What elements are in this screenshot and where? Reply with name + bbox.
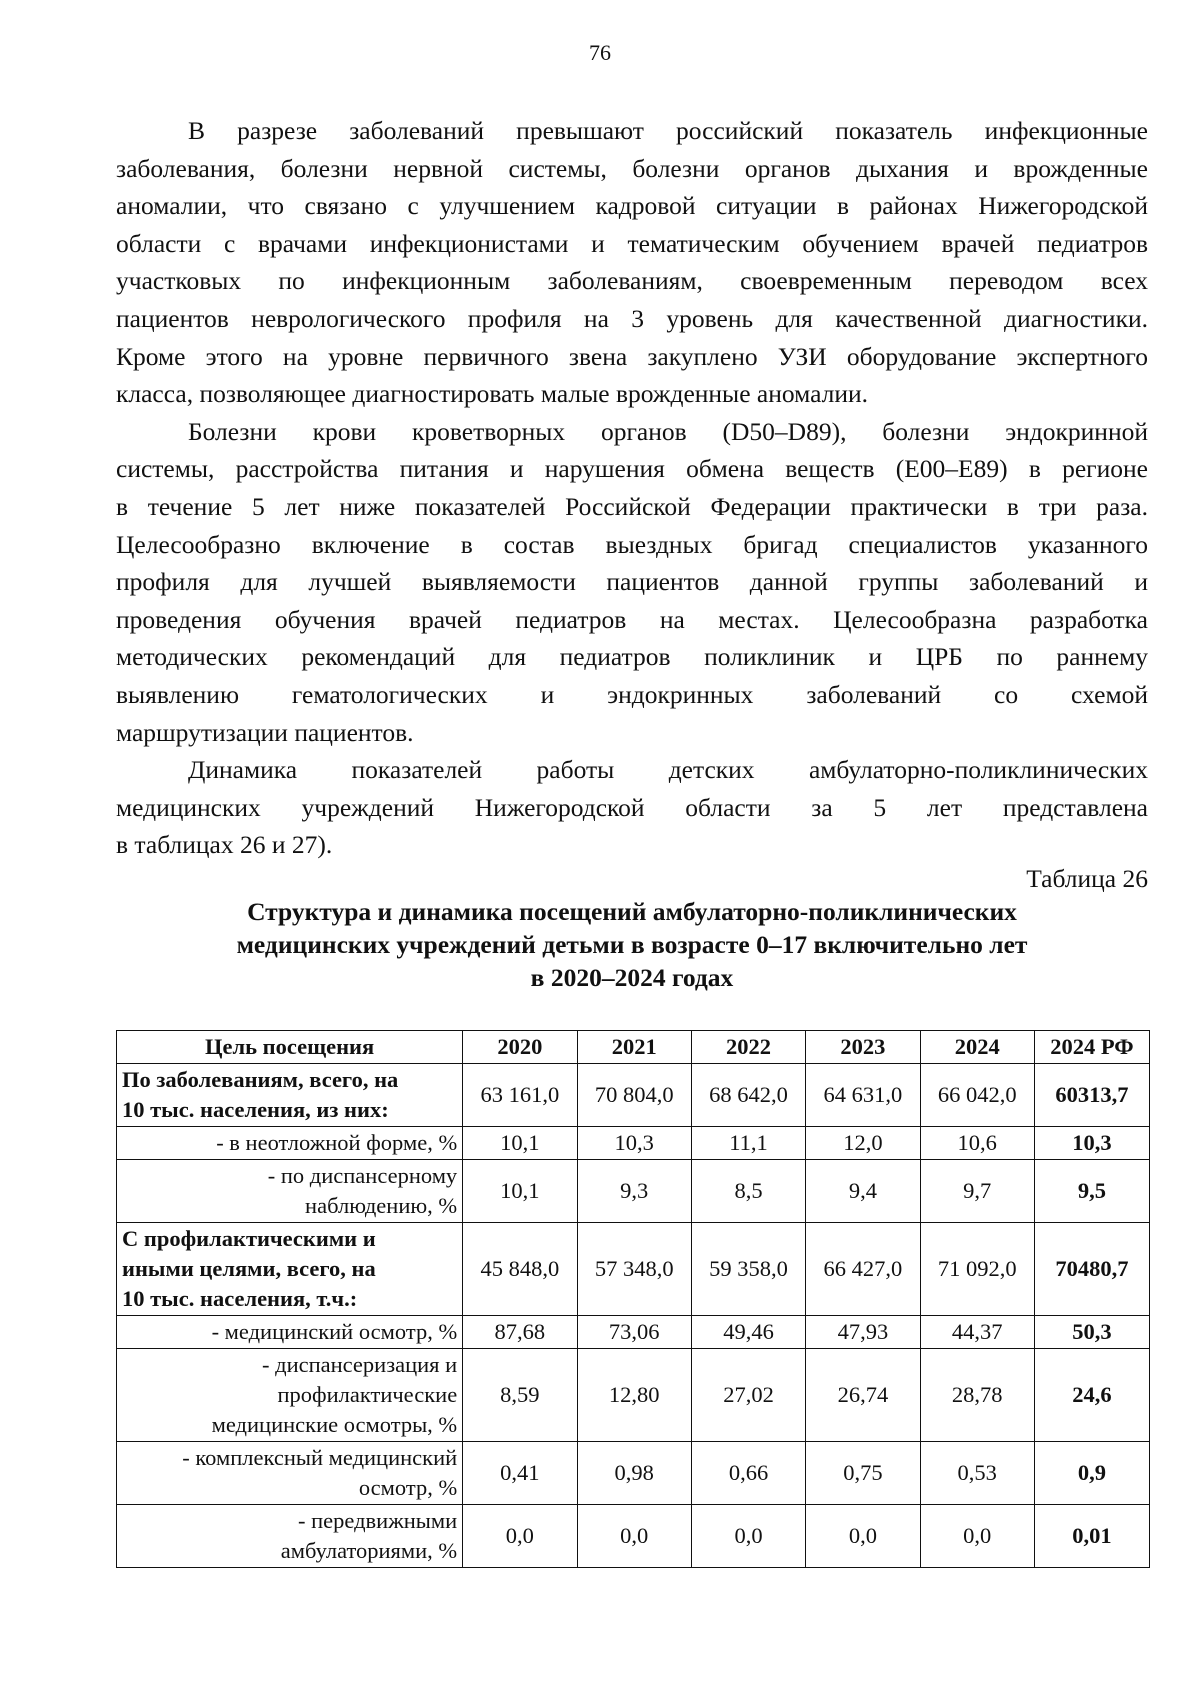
cell-2021: 10,3 [577, 1127, 691, 1160]
cell-2023: 26,74 [806, 1349, 920, 1442]
cell-2022: 8,5 [691, 1160, 805, 1223]
cell-2024: 10,6 [920, 1127, 1034, 1160]
cell-2023: 64 631,0 [806, 1064, 920, 1127]
cell-2020: 8,59 [463, 1349, 577, 1442]
cell-2022: 49,46 [691, 1316, 805, 1349]
cell-2024: 0,53 [920, 1442, 1034, 1505]
cell-2024-rf: 70480,7 [1034, 1223, 1149, 1316]
paragraph-1 [116, 112, 1148, 413]
header-2024-rf: 2024 РФ [1034, 1031, 1149, 1064]
table-row [117, 1349, 1150, 1442]
text-line: в течение 5 лет ниже показателей Российской Федерации практически в три раза. [116, 491, 1148, 521]
row-label [117, 1223, 463, 1316]
cell-2020: 10,1 [463, 1160, 577, 1223]
cell-2024-rf: 60313,7 [1034, 1064, 1149, 1127]
paragraph-3 [116, 751, 1148, 864]
row-label-line: По заболеваниям, всего, на [122, 1067, 399, 1092]
cell-2021: 70 804,0 [577, 1064, 691, 1127]
cell-2024-rf: 0,9 [1034, 1442, 1149, 1505]
header-2021: 2021 [577, 1031, 691, 1064]
row-label-line: 10 тыс. населения, т.ч.: [122, 1286, 358, 1311]
text-line: класса, позволяющее диагностировать малые врожденные аномалии. [116, 379, 869, 409]
table-title-line: Структура и динамика посещений амбулаторно-поликлинических [247, 897, 1017, 926]
cell-2020: 0,41 [463, 1442, 577, 1505]
header-purpose: Цель посещения [117, 1031, 463, 1064]
text-line: Динамика показателей работы детских амбулаторно-поликлинических [188, 755, 1148, 785]
text-line: маршрутизации пациентов. [116, 717, 414, 747]
row-label [117, 1127, 463, 1160]
cell-2020: 0,0 [463, 1505, 577, 1568]
table-row [117, 1316, 1150, 1349]
cell-2022: 68 642,0 [691, 1064, 805, 1127]
cell-2020: 45 848,0 [463, 1223, 577, 1316]
row-label-line: С профилактическими и [122, 1226, 376, 1251]
row-label-line: - по диспансерному [267, 1163, 458, 1188]
cell-2023: 9,4 [806, 1160, 920, 1223]
row-label-line: - медицинский осмотр, % [211, 1319, 458, 1344]
text-line: аномалии, что связано с улучшением кадровой ситуации в районах Нижегородской [116, 191, 1148, 221]
row-label [117, 1316, 463, 1349]
text-line: проведения обучения врачей педиатров на местах. Целесообразна разработка [116, 604, 1148, 634]
page-number: 76 [589, 40, 611, 65]
header-2020: 2020 [463, 1031, 577, 1064]
table-title-line: в 2020–2024 годах [530, 963, 734, 992]
cell-2024-rf: 9,5 [1034, 1160, 1149, 1223]
text-line: в таблицах 26 и 27). [116, 830, 333, 860]
table-row [117, 1064, 1150, 1127]
row-label-line: амбулаториями, % [280, 1538, 458, 1563]
cell-2024-rf: 50,3 [1034, 1316, 1149, 1349]
table-row [117, 1505, 1150, 1568]
text-line: Целесообразно включение в состав выездных бригад специалистов указанного [116, 529, 1148, 559]
row-label-line: - комплексный медицинский [182, 1445, 458, 1470]
row-label-line: осмотр, % [358, 1475, 458, 1500]
cell-2021: 12,80 [577, 1349, 691, 1442]
row-label [117, 1349, 463, 1442]
text-line: системы, расстройства питания и нарушения обмена веществ (Е00–Е89) в регионе [116, 454, 1148, 484]
cell-2022: 27,02 [691, 1349, 805, 1442]
text-line: методических рекомендаций для педиатров поликлиник и ЦРБ по раннему [116, 642, 1148, 672]
row-label [117, 1505, 463, 1568]
row-label-line: - в неотложной форме, % [216, 1130, 458, 1155]
header-2024: 2024 [920, 1031, 1034, 1064]
row-label-line: иными целями, всего, на [122, 1256, 376, 1281]
header-2022: 2022 [691, 1031, 805, 1064]
table-caption: Таблица 26 [1026, 864, 1148, 893]
cell-2020: 10,1 [463, 1127, 577, 1160]
row-label-line: 10 тыс. населения, из них: [122, 1097, 389, 1122]
cell-2023: 0,0 [806, 1505, 920, 1568]
row-label-line: профилактические [277, 1382, 458, 1407]
cell-2020: 87,68 [463, 1316, 577, 1349]
cell-2024: 0,0 [920, 1505, 1034, 1568]
cell-2021: 9,3 [577, 1160, 691, 1223]
cell-2022: 11,1 [691, 1127, 805, 1160]
cell-2022: 0,66 [691, 1442, 805, 1505]
cell-2023: 66 427,0 [806, 1223, 920, 1316]
cell-2024: 71 092,0 [920, 1223, 1034, 1316]
text-line: профиля для лучшей выявляемости пациентов данной группы заболеваний и [116, 567, 1148, 597]
text-line: Кроме этого на уровне первичного звена закуплено УЗИ оборудование экспертного [116, 341, 1148, 371]
cell-2021: 57 348,0 [577, 1223, 691, 1316]
table-header-row [117, 1031, 1150, 1064]
text-line: пациентов неврологического профиля на 3 уровень для качественной диагностики. [116, 303, 1148, 333]
cell-2022: 59 358,0 [691, 1223, 805, 1316]
table-row [117, 1160, 1150, 1223]
text-line: медицинских учреждений Нижегородской области за 5 лет представлена [116, 792, 1148, 822]
table-row [117, 1127, 1150, 1160]
header-2023: 2023 [806, 1031, 920, 1064]
text-line: В разрезе заболеваний превышают российский показатель инфекционные [188, 116, 1148, 145]
body-text [116, 112, 1148, 864]
text-line: Болезни крови кроветворных органов (D50–D89), болезни эндокринной [188, 416, 1148, 446]
cell-2023: 47,93 [806, 1316, 920, 1349]
table-row [117, 1442, 1150, 1505]
cell-2024-rf: 10,3 [1034, 1127, 1149, 1160]
row-label-line: - передвижными [298, 1508, 458, 1533]
row-label-line: наблюдению, % [305, 1193, 458, 1218]
cell-2023: 0,75 [806, 1442, 920, 1505]
cell-2024-rf: 24,6 [1034, 1349, 1149, 1442]
text-line: выявлению гематологических и эндокринных заболеваний со схемой [116, 679, 1148, 709]
text-line: заболевания, болезни нервной системы, болезни органов дыхания и врожденные [116, 153, 1148, 183]
row-label [117, 1064, 463, 1127]
row-label [117, 1442, 463, 1505]
row-label-line: - диспансеризация и [262, 1352, 458, 1377]
cell-2024: 28,78 [920, 1349, 1034, 1442]
cell-2021: 73,06 [577, 1316, 691, 1349]
cell-2024-rf: 0,01 [1034, 1505, 1149, 1568]
cell-2020: 63 161,0 [463, 1064, 577, 1127]
cell-2021: 0,98 [577, 1442, 691, 1505]
text-line: области с врачами инфекционистами и тематическим обучением врачей педиатров [116, 228, 1148, 258]
text-line: участковых по инфекционным заболеваниям, своевременным переводом всех [116, 266, 1148, 296]
table-title-line: медицинских учреждений детьми в возрасте 0–17 включительно лет [236, 930, 1028, 959]
cell-2024: 9,7 [920, 1160, 1034, 1223]
cell-2022: 0,0 [691, 1505, 805, 1568]
cell-2023: 12,0 [806, 1127, 920, 1160]
paragraph-2 [116, 413, 1148, 751]
row-label [117, 1160, 463, 1223]
visits-table [116, 1030, 1150, 1568]
table-title [116, 895, 1148, 994]
cell-2024: 44,37 [920, 1316, 1034, 1349]
cell-2024: 66 042,0 [920, 1064, 1034, 1127]
table-row [117, 1223, 1150, 1316]
cell-2021: 0,0 [577, 1505, 691, 1568]
row-label-line: медицинские осмотры, % [211, 1412, 458, 1437]
